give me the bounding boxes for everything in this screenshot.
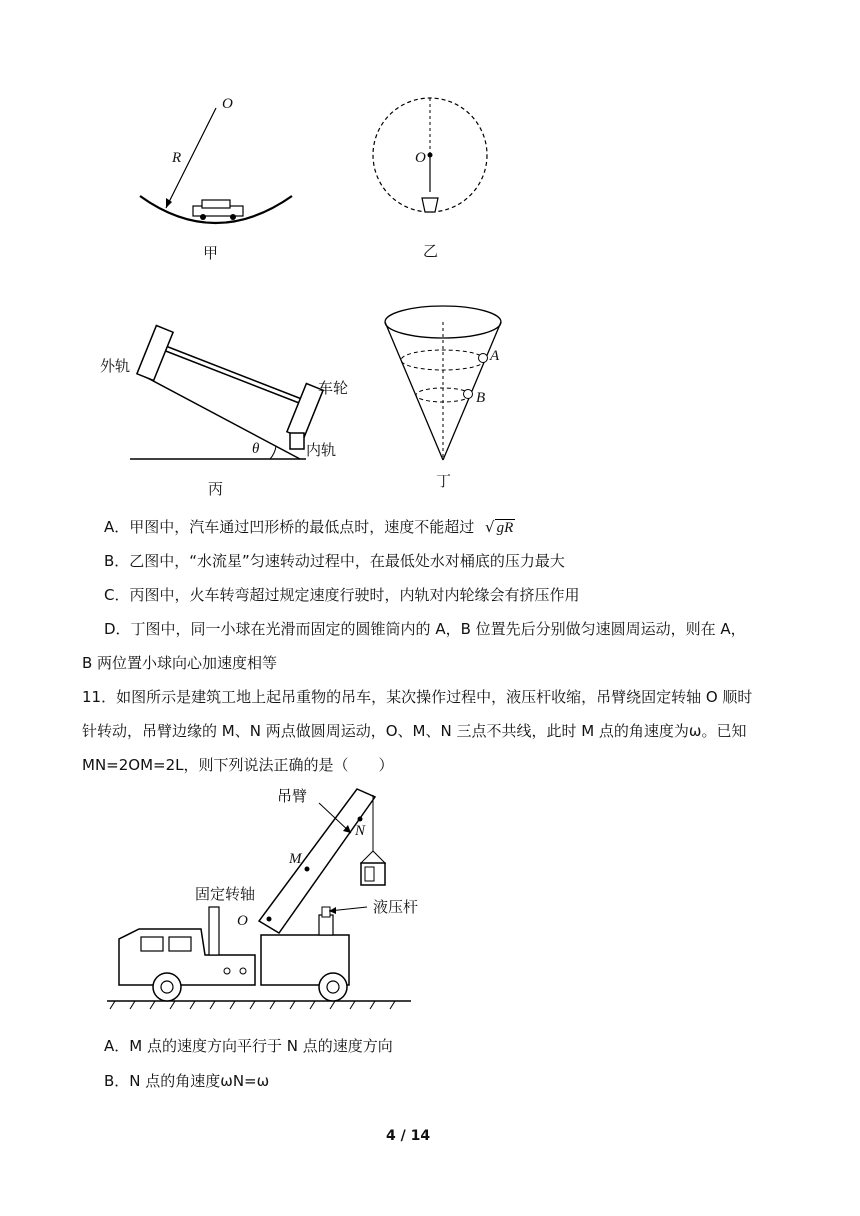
figure-jia <box>130 90 300 260</box>
q11-stem-line1: 11．如图所示是建筑工地上起吊重物的吊车，某次操作过程中，液压杆收缩，吊臂绕固定转轴 O 顺时 <box>82 688 753 706</box>
caption-ding: 丁 <box>436 472 452 490</box>
figure-crane <box>105 785 445 1015</box>
caption-yi: 乙 <box>423 242 439 260</box>
label-wheel: 车轮 <box>318 379 349 397</box>
label-o: O <box>222 96 233 112</box>
label-fixed-axis: 固定转轴 <box>195 885 256 903</box>
q11-stem-line2: 针转动，吊臂边缘的 M、N 两点做圆周运动，O、M、N 三点不共线，此时 M 点的角速度为ω。已知 <box>82 722 747 740</box>
label-m: M <box>289 851 302 867</box>
q10-option-d-line1: D．丁图中，同一小球在光滑而固定的圆锥筒内的 A，B 位置先后分别做匀速圆周运动，则在 A， <box>104 620 746 638</box>
label-outer-rail: 外轨 <box>100 357 131 375</box>
caption-bing: 丙 <box>208 480 224 498</box>
q11-option-b: B．N 点的角速度ωN=ω <box>104 1072 270 1090</box>
label-n: N <box>355 823 366 839</box>
label-inner-rail: 内轨 <box>306 441 337 459</box>
q10-option-a-text: A．甲图中，汽车通过凹形桥的最低点时，速度不能超过 <box>104 518 475 536</box>
page-number: 4 / 14 <box>386 1128 431 1144</box>
label-theta: θ <box>252 441 260 457</box>
caption-jia: 甲 <box>203 244 219 262</box>
label-arm: 吊臂 <box>277 787 308 805</box>
q10-option-c: C．丙图中，火车转弯超过规定速度行驶时，内轨对内轮缘会有挤压作用 <box>104 586 580 604</box>
label-r: R <box>172 150 182 166</box>
label-b: B <box>476 390 486 406</box>
figure-bing <box>100 315 360 500</box>
q10-option-a-formula: gR <box>496 520 514 536</box>
label-a: A <box>490 348 500 364</box>
q10-option-b: B．乙图中，“水流星”匀速转动过程中，在最低处水对桶底的压力最大 <box>104 552 565 570</box>
q10-option-d-line2: B 两位置小球向心加速度相等 <box>82 654 278 672</box>
label-o: O <box>415 150 426 166</box>
label-hydraulic-rod: 液压杆 <box>373 898 419 916</box>
label-o: O <box>237 913 248 929</box>
q10-option-a <box>104 517 515 538</box>
figure-ding <box>380 300 520 495</box>
q11-stem-line3: MN=2OM=2L，则下列说法正确的是（ ） <box>82 756 394 774</box>
q11-option-a: A．M 点的速度方向平行于 N 点的速度方向 <box>104 1037 393 1055</box>
figure-yi <box>365 90 505 260</box>
sqrt-symbol: √ <box>485 518 495 536</box>
